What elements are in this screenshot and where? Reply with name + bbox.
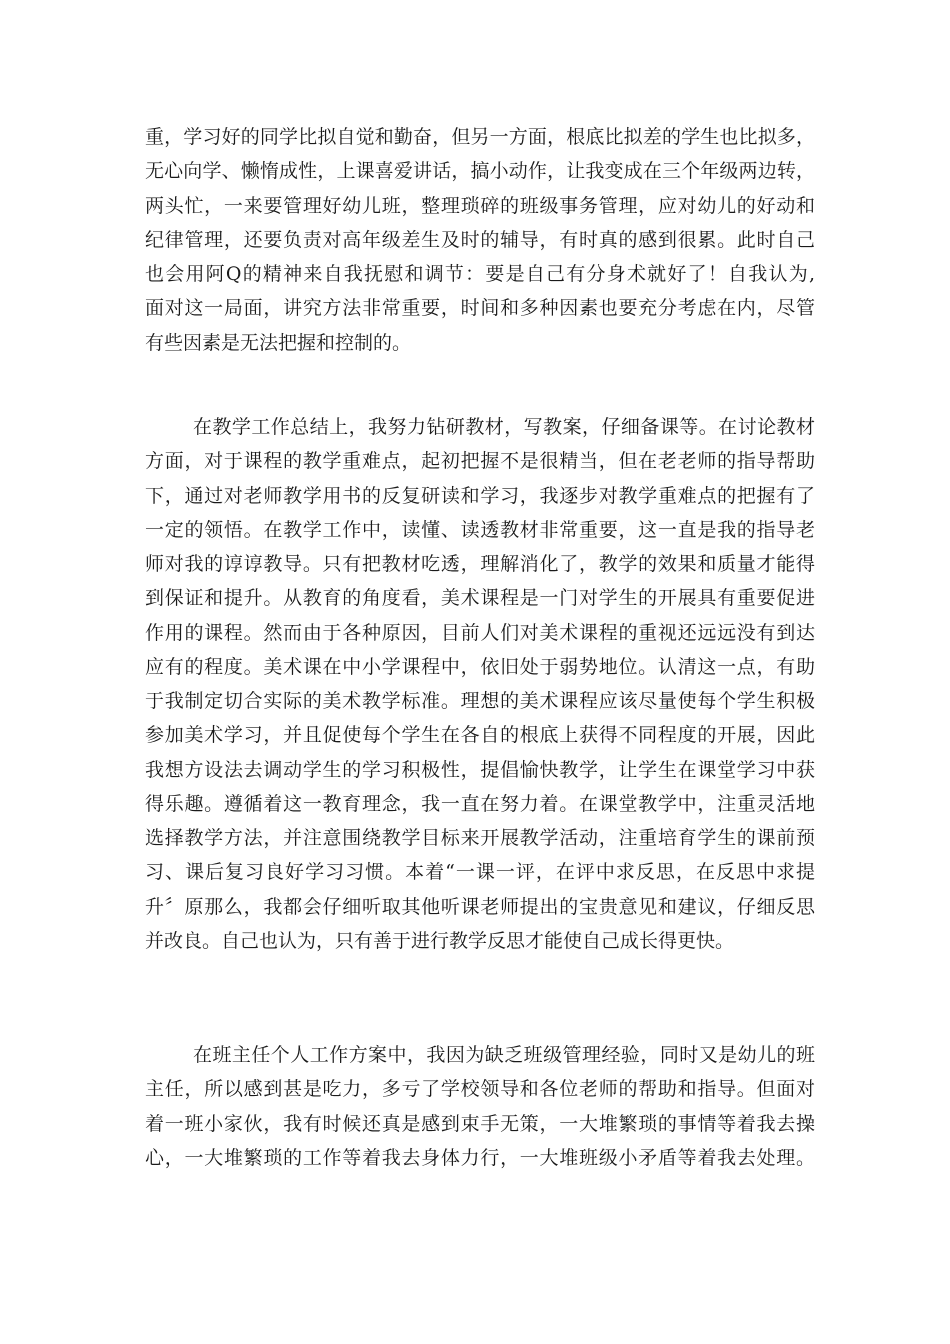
text-line: 习、课后复习良好学习习惯。本着“一课一评，在评中求反思，在反思中求提 [145,861,815,884]
paragraph-1 [145,120,815,360]
text-line: 两头忙，一来要管理好幼儿班，整理琐碎的班级事务管理，应对幼儿的好动和 [145,194,815,217]
text-line: 作用的课程。然而由于各种原因，目前人们对美术课程的重视还远远没有到达 [145,621,815,644]
text-line: 纪律管理，还要负责对高年级差生及时的辅导，有时真的感到很累。此时自己 [145,228,815,251]
text-line: 应有的程度。美术课在中小学课程中，依旧处于弱势地位。认清这一点，有助 [145,655,815,678]
text-line: 一定的领悟。在教学工作中，读懂、读透教材非常重要，这一直是我的指导老 [145,518,815,541]
text-line: 无心向学、懒惰成性，上课喜爱讲话，搞小动作，让我变成在三个年级两边转， [145,160,815,183]
text-line: 方面，对于课程的教学重难点，起初把握不是很精当，但在老老师的指导帮助 [145,450,815,473]
text-line: 下，通过对老师教学用书的反复研读和学习，我逐步对教学重难点的把握有了 [145,484,815,507]
text-line: 着一班小家伙，我有时候还真是感到束手无策，一大堆繁琐的事情等着我去操 [145,1112,815,1135]
text-line: 并改良。自己也认为，只有善于进行教学反思才能使自己成长得更快。 [145,929,735,952]
text-line: 在班主任个人工作方案中，我因为缺乏班级管理经验，同时又是幼儿的班 [193,1044,815,1066]
text-line: 主任，所以感到甚是吃力，多亏了学校领导和各位老师的帮助和指导。但面对 [145,1078,815,1101]
text-line: 面对这一局面，讲究方法非常重要，时间和多种因素也要充分考虑在内，尽管 [145,297,815,320]
text-line: 重，学习好的同学比拟自觉和勤奋，但另一方面，根底比拟差的学生也比拟多， [145,126,815,148]
text-line: 有些因素是无法把握和控制的。 [145,331,412,354]
text-line: 于我制定切合实际的美术教学标准。理想的美术课程应该尽量使每个学生积极 [145,690,815,712]
paragraph-2 [145,410,815,958]
text-line: 在教学工作总结上，我努力钻研教材，写教案，仔细备课等。在讨论教材 [193,416,815,438]
text-line: 心，一大堆繁琐的工作等着我去身体力行，一大堆班级小矛盾等着我去处理。 [145,1146,815,1169]
text-line: 我想方设法去调动学生的学习积极性，提倡愉快教学，让学生在课堂学习中获 [145,758,815,781]
text-line: 到保证和提升。从教育的角度看，美术课程是一门对学生的开展具有重要促进 [145,587,815,610]
text-line: 选择教学方法，并注意围绕教学目标来开展教学活动，注重培育学生的课前预 [145,827,815,849]
paragraph-3 [145,1038,815,1175]
text-line: 得乐趣。遵循着这一教育理念，我一直在努力着。在课堂教学中，注重灵活地 [145,792,815,815]
text-line: 参加美术学习，并且促使每个学生在各自的根底上获得不同程度的开展，因此 [145,724,815,747]
text-line: 师对我的谆谆教导。只有把教材吃透，理解消化了，教学的效果和质量才能得 [145,553,815,575]
text-line: 也会用阿Q的精神来自我抚慰和调节：要是自己有分身术就好了！自我认为, [145,263,815,285]
text-line: 升〞原那么，我都会仔细听取其他听课老师提出的宝贵意见和建议，仔细反思 [145,895,815,918]
